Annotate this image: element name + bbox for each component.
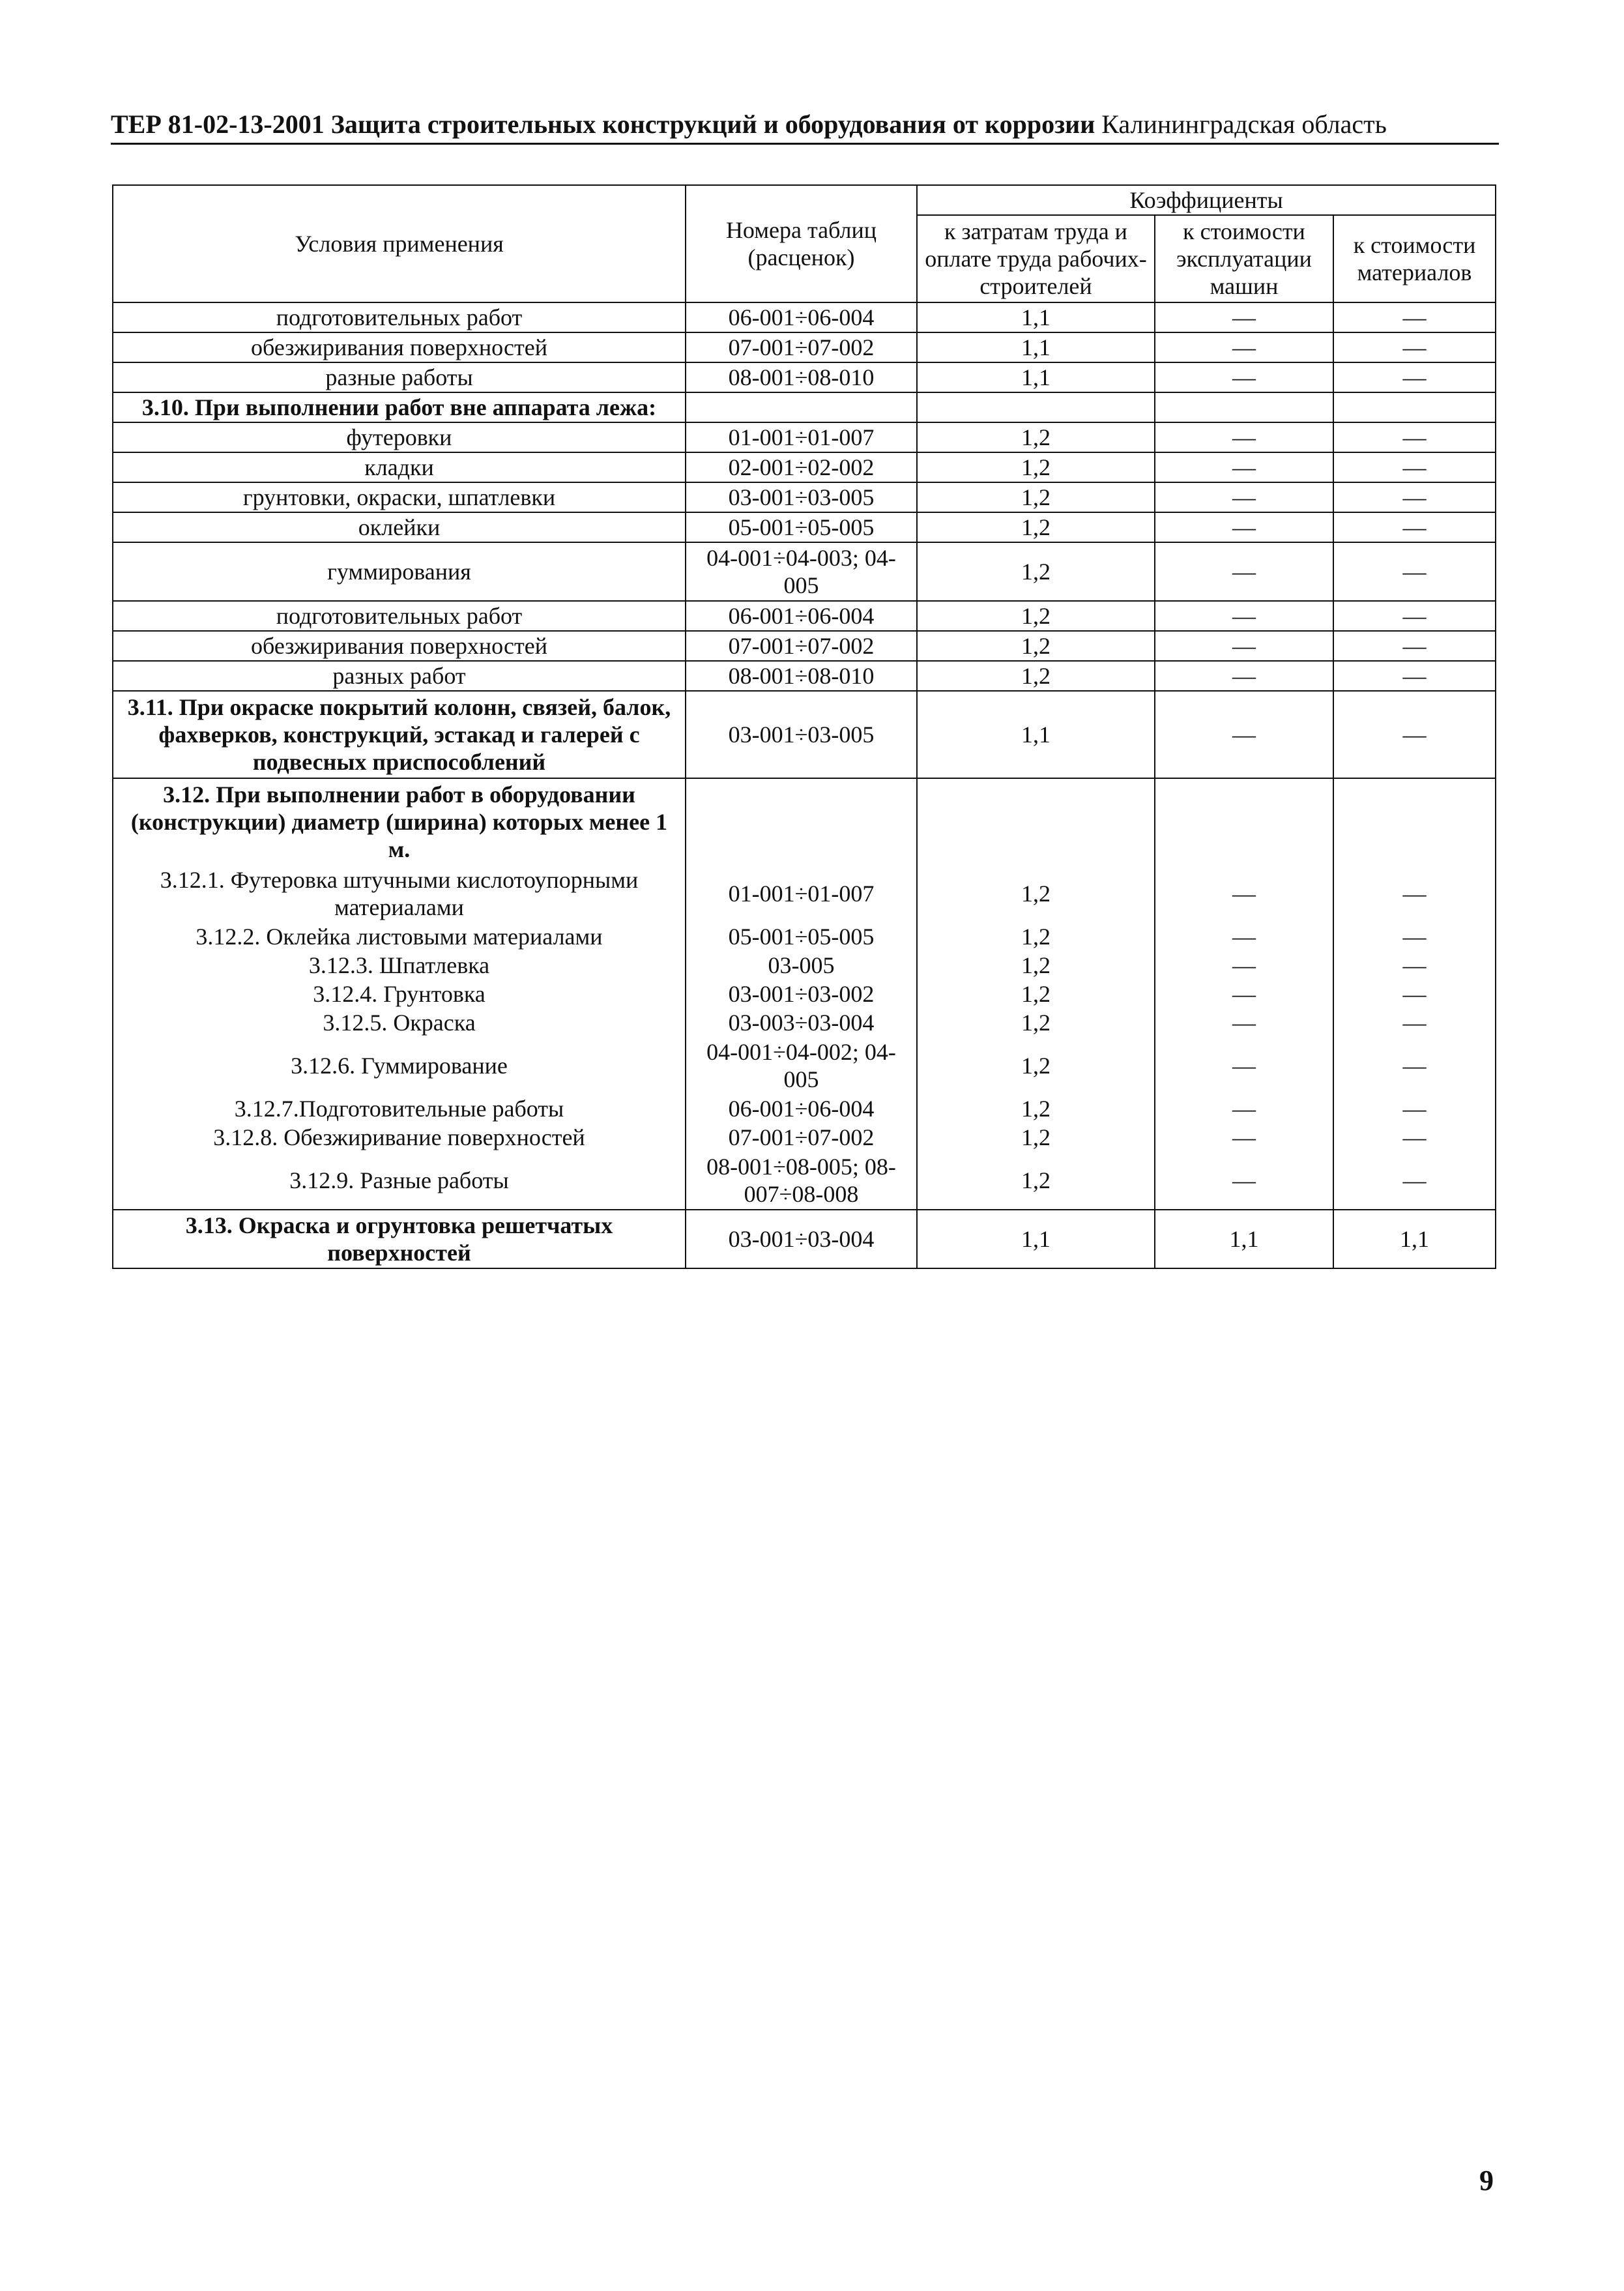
row-machines: — (1155, 661, 1333, 691)
row-tables: 01-001÷01-007 (686, 865, 917, 922)
row-machines: — (1155, 922, 1333, 951)
row-materials: — (1333, 302, 1496, 332)
row-materials: — (1333, 1123, 1496, 1152)
row-tables: 06-001÷06-004 (686, 1094, 917, 1123)
row-condition: подготовительных работ (113, 302, 686, 332)
row-materials: — (1333, 452, 1496, 482)
row-machines: — (1155, 1094, 1333, 1123)
row-condition: 3.12.9. Разные работы (113, 1152, 686, 1210)
table-row (113, 1037, 1496, 1094)
row-condition: 3.12.4. Грунтовка (113, 980, 686, 1008)
row-labor: 1,2 (917, 661, 1155, 691)
table-row (113, 631, 1496, 661)
row-materials: — (1333, 542, 1496, 601)
row-materials: — (1333, 362, 1496, 392)
table-row (113, 452, 1496, 482)
row-materials: — (1333, 631, 1496, 661)
row-tables: 06-001÷06-004 (686, 302, 917, 332)
row-condition: 3.12.8. Обезжиривание поверхностей (113, 1123, 686, 1152)
row-machines: — (1155, 482, 1333, 512)
row-labor: 1,2 (917, 951, 1155, 980)
row-labor: 1,2 (917, 1123, 1155, 1152)
table-row (113, 302, 1496, 332)
row-machines: — (1155, 1008, 1333, 1037)
row-condition: 3.12.6. Гуммирование (113, 1037, 686, 1094)
table-row (113, 1008, 1496, 1037)
section-row-3-12 (113, 778, 1496, 865)
row-labor: 1,2 (917, 1037, 1155, 1094)
row-labor: 1,2 (917, 512, 1155, 542)
section-heading-3-12: 3.12. При выполнении работ в оборудовании (конструкции) диаметр (ширина) которых менее 1 м. (113, 778, 686, 865)
row-materials: — (1333, 951, 1496, 980)
row-tables: 08-001÷08-010 (686, 661, 917, 691)
table-row (113, 332, 1496, 362)
table-row (113, 482, 1496, 512)
row-tables: 05-001÷05-005 (686, 512, 917, 542)
header-coefficients: Коэффициенты (917, 185, 1496, 215)
section-row (113, 392, 1496, 422)
row-labor: 1,2 (917, 922, 1155, 951)
row-labor: 1,2 (917, 631, 1155, 661)
row-tables: 03-001÷03-002 (686, 980, 917, 1008)
row-condition: обезжиривания поверхностей (113, 332, 686, 362)
header-labor: к затратам труда и оплате труда рабочих-строителей (917, 215, 1155, 302)
row-machines: — (1155, 452, 1333, 482)
table-row (113, 951, 1496, 980)
table-row (113, 512, 1496, 542)
header-materials: к стоимости материалов (1333, 215, 1496, 302)
row-condition: оклейки (113, 512, 686, 542)
row-tables: 03-001÷03-005 (686, 691, 917, 778)
coefficients-table (112, 184, 1496, 1269)
section-heading-3-13: 3.13. Окраска и огрунтовка решетчатых поверхностей (113, 1210, 686, 1268)
table-row (113, 601, 1496, 631)
row-labor: 1,2 (917, 1008, 1155, 1037)
document-title: ТЕР 81-02-13-2001 Защита строительных конструкций и оборудования от коррозии (111, 109, 1095, 139)
row-materials: — (1333, 980, 1496, 1008)
table-row (113, 542, 1496, 601)
table-row (113, 661, 1496, 691)
row-materials: — (1333, 1037, 1496, 1094)
row-tables: 04-001÷04-003; 04-005 (686, 542, 917, 601)
row-materials: — (1333, 482, 1496, 512)
row-labor: 1,1 (917, 691, 1155, 778)
row-condition: гуммирования (113, 542, 686, 601)
row-labor: 1,1 (917, 332, 1155, 362)
row-labor: 1,2 (917, 865, 1155, 922)
row-condition: подготовительных работ (113, 601, 686, 631)
table-row (113, 1094, 1496, 1123)
row-machines: — (1155, 980, 1333, 1008)
row-condition: 3.12.1. Футеровка штучными кислотоупорными материалами (113, 865, 686, 922)
row-machines: — (1155, 1123, 1333, 1152)
row-tables: 03-001÷03-004 (686, 1210, 917, 1268)
row-materials: — (1333, 332, 1496, 362)
section-row-3-11 (113, 691, 1496, 778)
row-tables: 07-001÷07-002 (686, 332, 917, 362)
row-machines: — (1155, 1037, 1333, 1094)
row-tables: 03-001÷03-005 (686, 482, 917, 512)
row-tables: 08-001÷08-005; 08-007÷08-008 (686, 1152, 917, 1210)
row-machines: — (1155, 512, 1333, 542)
region-name: Калининградская область (1101, 109, 1387, 139)
row-tables: 05-001÷05-005 (686, 922, 917, 951)
header-conditions: Условия применения (113, 185, 686, 302)
row-materials: — (1333, 1008, 1496, 1037)
row-labor: 1,2 (917, 482, 1155, 512)
table-row (113, 362, 1496, 392)
row-machines: — (1155, 542, 1333, 601)
row-materials: — (1333, 661, 1496, 691)
row-machines: — (1155, 302, 1333, 332)
row-labor: 1,1 (917, 362, 1155, 392)
page-number: 9 (1479, 2165, 1494, 2196)
row-machines: — (1155, 691, 1333, 778)
row-materials: — (1333, 1152, 1496, 1210)
row-machines: 1,1 (1155, 1210, 1333, 1268)
row-tables: 04-001÷04-002; 04-005 (686, 1037, 917, 1094)
row-materials: — (1333, 422, 1496, 452)
row-labor: 1,1 (917, 302, 1155, 332)
section-heading-3-11: 3.11. При окраске покрытий колонн, связей, балок, фахверков, конструкций, эстакад и галерей с подвесных приспособлений (113, 691, 686, 778)
table-row (113, 422, 1496, 452)
row-materials: — (1333, 601, 1496, 631)
row-machines: — (1155, 422, 1333, 452)
row-condition: кладки (113, 452, 686, 482)
row-condition: футеровки (113, 422, 686, 452)
row-materials: — (1333, 512, 1496, 542)
row-materials: — (1333, 1094, 1496, 1123)
row-tables: 02-001÷02-002 (686, 452, 917, 482)
row-tables: 06-001÷06-004 (686, 601, 917, 631)
row-materials: — (1333, 865, 1496, 922)
header-machines: к стоимости эксплуатации машин (1155, 215, 1333, 302)
row-tables: 08-001÷08-010 (686, 362, 917, 392)
row-machines: — (1155, 601, 1333, 631)
row-machines: — (1155, 865, 1333, 922)
row-tables: 07-001÷07-002 (686, 1123, 917, 1152)
row-tables: 07-001÷07-002 (686, 631, 917, 661)
row-labor: 1,2 (917, 452, 1155, 482)
row-materials: — (1333, 691, 1496, 778)
row-machines: — (1155, 332, 1333, 362)
row-condition: 3.12.7.Подготовительные работы (113, 1094, 686, 1123)
row-materials: 1,1 (1333, 1210, 1496, 1268)
row-condition: 3.12.2. Оклейка листовыми материалами (113, 922, 686, 951)
row-machines: — (1155, 1152, 1333, 1210)
table-row (113, 1152, 1496, 1210)
section-heading-3-10: 3.10. При выполнении работ вне аппарата лежа: (113, 392, 686, 422)
row-labor: 1,1 (917, 1210, 1155, 1268)
page-header (111, 108, 1499, 145)
row-labor: 1,2 (917, 1094, 1155, 1123)
table-row (113, 865, 1496, 922)
header-table-numbers: Номера таблиц (расценок) (686, 185, 917, 302)
row-condition: 3.12.5. Окраска (113, 1008, 686, 1037)
section-3-12-block (113, 778, 1496, 1210)
table-row (113, 1123, 1496, 1152)
section-row-3-13 (113, 1210, 1496, 1268)
row-labor: 1,2 (917, 542, 1155, 601)
row-labor: 1,2 (917, 601, 1155, 631)
table-row (113, 980, 1496, 1008)
row-tables: 03-003÷03-004 (686, 1008, 917, 1037)
table-row (113, 922, 1496, 951)
row-labor: 1,2 (917, 1152, 1155, 1210)
row-materials: — (1333, 922, 1496, 951)
row-condition: грунтовки, окраски, шпатлевки (113, 482, 686, 512)
row-condition: обезжиривания поверхностей (113, 631, 686, 661)
row-tables: 01-001÷01-007 (686, 422, 917, 452)
row-machines: — (1155, 951, 1333, 980)
row-labor: 1,2 (917, 980, 1155, 1008)
row-machines: — (1155, 362, 1333, 392)
row-labor: 1,2 (917, 422, 1155, 452)
row-condition: разных работ (113, 661, 686, 691)
row-machines: — (1155, 631, 1333, 661)
row-condition: разные работы (113, 362, 686, 392)
row-tables: 03-005 (686, 951, 917, 980)
row-condition: 3.12.3. Шпатлевка (113, 951, 686, 980)
